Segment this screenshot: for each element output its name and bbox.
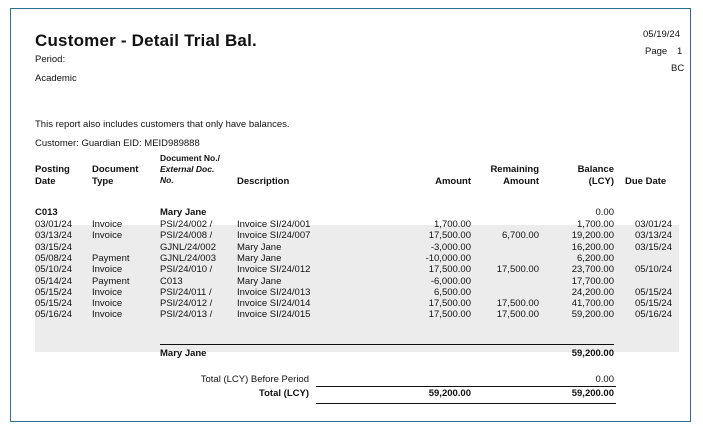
table-row <box>11 264 692 275</box>
table-row <box>11 219 692 230</box>
total-before-period-label: Total (LCY) Before Period <box>200 374 309 385</box>
cell-doc: PSI/24/013 / <box>160 309 213 321</box>
cell-remaining: 17,500.00 <box>496 309 539 321</box>
page-label: Page <box>645 46 668 57</box>
cell-due: 05/15/24 <box>635 286 672 298</box>
company-name: Academic <box>35 73 77 84</box>
total-rule-bottom <box>316 403 616 404</box>
cell-amount: -6,000.00 <box>430 275 471 287</box>
col-remaining-amount: Remaining Amount <box>490 164 539 187</box>
cell-amount: -10,000.00 <box>425 252 471 264</box>
cell-balance: 6,200.00 <box>577 252 614 264</box>
cell-date: 05/10/24 <box>35 264 72 276</box>
customer-total-name: Mary Jane <box>160 348 207 359</box>
cell-amount: 17,500.00 <box>428 309 471 321</box>
report-title: Customer - Detail Trial Bal. <box>35 31 257 50</box>
cell-amount: 6,500.00 <box>434 286 471 298</box>
cell-remaining: 17,500.00 <box>496 298 539 310</box>
cell-doc: PSI/24/008 / <box>160 230 213 242</box>
cell-amount: 17,500.00 <box>428 264 471 276</box>
cell-date: 03/15/24 <box>35 241 72 253</box>
cell-balance: 17,700.00 <box>571 275 614 287</box>
cell-balance: 41,700.00 <box>571 298 614 310</box>
cell-remaining: 6,700.00 <box>502 230 539 242</box>
col-amount: Amount <box>435 176 471 187</box>
cell-desc: Invoice SI/24/014 <box>237 298 311 310</box>
cell-type: Payment <box>92 252 130 264</box>
cell-desc: Invoice SI/24/015 <box>237 309 311 321</box>
customer-code: C013 <box>35 207 58 218</box>
total-lcy-amount: 59,200.00 <box>428 388 471 399</box>
table-row <box>11 309 692 320</box>
report-note: This report also includes customers that only have balances. <box>35 119 290 130</box>
cell-type: Invoice <box>92 286 123 298</box>
report-frame <box>10 8 691 422</box>
cell-balance: 23,700.00 <box>571 264 614 276</box>
cell-type: Invoice <box>92 219 123 230</box>
cell-doc: GJNL/24/002 <box>160 241 216 253</box>
cell-amount: -3,000.00 <box>430 241 471 253</box>
col-posting-date: Posting Date <box>35 164 70 187</box>
col-document-no: Document No./ External Doc. No. <box>160 153 220 185</box>
total-lcy-balance: 59,200.00 <box>571 388 614 399</box>
cell-desc: Invoice SI/24/013 <box>237 286 311 298</box>
cell-due: 05/10/24 <box>635 264 672 276</box>
col-due-date: Due Date <box>625 176 667 187</box>
cell-remaining: 17,500.00 <box>496 264 539 276</box>
cell-due: 03/01/24 <box>635 219 672 230</box>
subtotal-rule <box>160 344 614 345</box>
table-row <box>11 298 692 309</box>
cell-date: 05/16/24 <box>35 309 72 321</box>
cell-desc: Mary Jane <box>237 241 282 253</box>
table-row <box>11 287 692 298</box>
cell-doc: PSI/24/002 / <box>160 219 213 230</box>
total-lcy-label: Total (LCY) <box>259 388 309 399</box>
cell-type: Invoice <box>92 230 123 242</box>
cell-doc: PSI/24/011 / <box>160 286 212 298</box>
cell-desc: Invoice SI/24/012 <box>237 264 311 276</box>
cell-type: Payment <box>92 275 130 287</box>
cell-amount: 17,500.00 <box>428 230 471 242</box>
cell-type: Invoice <box>92 298 123 310</box>
cell-due: 05/16/24 <box>635 309 672 321</box>
cell-desc: Invoice SI/24/001 <box>237 219 311 230</box>
col-description: Description <box>237 176 290 187</box>
cell-doc: PSI/24/012 / <box>160 298 213 310</box>
cell-type: Invoice <box>92 309 123 321</box>
cell-due: 05/15/24 <box>635 298 672 310</box>
total-before-period-balance: 0.00 <box>595 374 614 385</box>
cell-desc: Mary Jane <box>237 252 282 264</box>
cell-doc: C013 <box>160 275 183 287</box>
cell-desc: Invoice SI/24/007 <box>237 230 311 242</box>
cell-desc: Mary Jane <box>237 275 282 287</box>
table-row <box>11 230 692 241</box>
cell-due: 03/15/24 <box>635 241 672 253</box>
cell-date: 03/13/24 <box>35 230 72 242</box>
period-label: Period: <box>35 54 66 65</box>
cell-doc: PSI/24/010 / <box>160 264 213 276</box>
table-row <box>11 242 692 253</box>
total-rule-top <box>316 386 616 387</box>
cell-date: 05/15/24 <box>35 298 72 310</box>
cell-balance: 59,200.00 <box>571 309 614 321</box>
cell-date: 05/08/24 <box>35 252 72 264</box>
cell-balance: 19,200.00 <box>571 230 614 242</box>
report-date: 05/19/24 <box>643 29 680 40</box>
cell-balance: 1,700.00 <box>577 219 614 230</box>
opening-balance: 0.00 <box>595 207 614 218</box>
cell-date: 05/14/24 <box>35 275 72 287</box>
table-row <box>11 253 692 264</box>
customer-filter: Customer: Guardian EID: MEID989888 <box>35 138 200 149</box>
cell-amount: 1,700.00 <box>434 219 471 230</box>
cell-type: Invoice <box>92 264 123 276</box>
cell-date: 05/15/24 <box>35 286 72 298</box>
cell-balance: 16,200.00 <box>571 241 614 253</box>
col-document-type: Document Type <box>92 164 139 187</box>
cell-doc: GJNL/24/003 <box>160 252 216 264</box>
cell-due: 03/13/24 <box>635 230 672 242</box>
company-code: BC <box>671 63 685 74</box>
customer-name: Mary Jane <box>160 207 207 218</box>
customer-total-balance: 59,200.00 <box>571 348 614 359</box>
cell-balance: 24,200.00 <box>571 286 614 298</box>
cell-amount: 17,500.00 <box>428 298 471 310</box>
page-number: 1 <box>677 46 683 57</box>
table-row <box>11 276 692 287</box>
col-balance: Balance (LCY) <box>577 164 614 187</box>
cell-date: 03/01/24 <box>35 219 72 230</box>
